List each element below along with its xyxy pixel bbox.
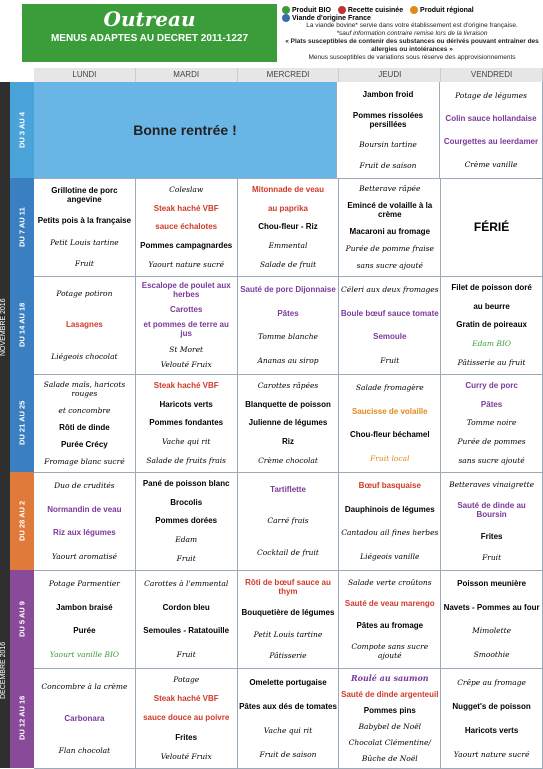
menu-item: Pommes dorées [155,516,218,526]
menu-cell-w6-mercredi [238,570,340,668]
legend-recette [338,6,403,14]
menu-item: Cantadou ail fines herbes [341,528,439,538]
menu-cell-w3-lundi [34,276,136,374]
week-row-5 [34,472,543,571]
menu-item: Velouté Fruix [160,359,212,369]
menu-item: Smoothie [473,649,510,659]
legend-label: Produit régional [420,6,474,14]
legend-regional [410,6,474,14]
menu-item: Semoule [373,332,407,342]
menu-item: St Moret [169,344,204,354]
menu-item: Pâtes au fromage [356,620,424,630]
menu-item: Courgettes au leerdamer [443,137,539,146]
menu-cell-w4-vendredi [441,374,543,472]
menu-cell-w3-mardi [136,276,238,374]
menu-item: Edam BIO [472,339,512,349]
menu-item: Chou-fleur - Riz [258,222,318,232]
menu-item: Fruit [176,554,196,564]
menu-item: Liégeois chocolat [51,351,118,361]
menu-item: Sauté de porc Dijonnaise [240,285,336,295]
menu-cell-w2-vendredi [441,178,543,276]
menu-cell-w5-lundi [34,472,136,570]
title-box [22,4,277,62]
menu-item: Salade de fruits frais [146,456,227,466]
week-row-6 [34,570,543,669]
menu-item: Fromage blanc sucré [44,457,125,466]
menu-item: Vache qui rit [263,725,313,735]
menu-item: Lasagnes [65,320,103,330]
menu-item: Yaourt nature sucré [148,260,225,270]
week-label-3: DU 14 AU 18 [10,276,34,374]
menu-item: Bouquetière de légumes [241,608,335,618]
menu-item: Jambon froid [362,89,414,99]
info-line-3: « Plats susceptibles de contenir des substances ou dérivés pouvant entraîner des allergies ou intolérances » [285,38,539,53]
menu-cell-w3-vendredi [441,276,543,374]
menu-item: au paprika [267,203,308,213]
legend-dot-icon [410,6,418,14]
menu-item: Pommes campagnardes [140,241,233,251]
menu-item: Mitonnade de veau [251,184,324,194]
menu-item: Liégeois vanille [360,551,420,561]
page-subtitle: MENUS ADAPTES AU DECRET 2011-1227 [50,33,249,44]
menu-item: Crème chocolat [258,456,318,466]
menu-item: Chocolat Clémentine/ [348,737,431,747]
menu-item: Cordon bleu [162,602,210,612]
menu-item: Poisson meunière [457,579,527,589]
menu-item: Carottes râpées [257,380,319,390]
menu-item: Yaourt vanille BIO [49,649,120,659]
menu-item: Sauté de veau marengo [344,599,435,609]
menu-item: Fruit de saison [259,749,317,759]
day-lundi: LUNDI [34,68,136,82]
menu-cell-w1-vendredi [440,82,543,178]
menu-item: Pâtes [277,308,299,318]
menu-item: au beurre [473,301,510,311]
menu-cell-w7-vendredi [441,668,543,768]
menu-item: Emmental [268,241,308,251]
legend-label: Recette cuisinée [347,6,404,14]
legend-dot-icon [282,6,290,14]
menu-item: Brocolis [170,497,203,507]
menu-item: Bûche de Noël [361,753,418,763]
menu-item: Crêpe au fromage [457,677,526,687]
week-label-5: DU 28 AU 2 [10,472,34,570]
rentree-banner: Bonne rentrée ! [34,82,337,178]
menu-item: et pommes de terre au jus [143,320,229,339]
menu-item: Steak haché VBF [153,380,219,390]
menu-item: Blanquette de poisson [245,399,331,409]
day-header-row [34,68,543,82]
menu-item: Omelette portugaise [249,677,327,687]
menu-item: Fruit de saison [359,161,417,171]
menu-item: Purée de pomme fraise [345,244,434,253]
menu-item: Carbonara [64,713,105,723]
menu-item: Concombre à la crème [41,681,128,691]
menu-item: Potage Parmentier [48,579,120,589]
menu-item: Bœuf basquaise [358,481,421,491]
menu-item: Pâtes [480,399,503,409]
menu-item: Boule bœuf sauce tomate [340,308,439,318]
menu-item: Riz [281,437,294,447]
week-label-7: DU 12 AU 16 [10,668,34,768]
menu-item: Salade de fruit [259,260,317,270]
menu-item: Compote sans sucre ajouté [351,641,429,660]
menu-cell-w7-lundi [34,668,136,768]
menu-item: Salade maïs, haricots rouges [43,380,126,398]
menu-item: Duo de crudités [54,481,115,491]
menu-cell-w6-jeudi [339,570,441,668]
menu-item: Betteraves vinaigrette [449,480,535,490]
info-block [282,22,542,62]
menu-item: Steak haché VBF [153,203,219,213]
menu-item: Purée de pommes [457,437,526,447]
menu-cell-w4-jeudi [339,374,441,472]
menu-item: Mimolette [472,626,512,636]
menu-item: Sauté de dinde au Boursin [457,501,526,520]
menu-cell-w6-vendredi [441,570,543,668]
menu-item: Carottes [169,305,203,315]
menu-item: Fruit local [370,453,410,463]
menu-item: Frites [480,531,503,541]
menu-item: Purée Crécy [61,440,108,449]
legend-dot-icon [338,6,346,14]
menu-cell-w6-lundi [34,570,136,668]
menu-item: Flan chocolat [58,745,111,755]
menu-cell-w7-jeudi [339,668,441,768]
menu-item: Nugget's de poisson [452,701,531,711]
menu-cell-w1-jeudi [337,82,440,178]
menu-item: Betterave râpée [359,184,421,193]
info-line-2: *sauf information contraire remise lors de la livraison [336,30,488,37]
menu-cell-w4-mardi [136,374,238,472]
menu-item: Coleslaw [169,184,204,194]
menu-item: Gratin de poireaux [456,320,527,330]
menu-item: Julienne de légumes [248,418,328,428]
menu-item: Colin sauce hollandaise [445,114,537,123]
day-mardi: MARDI [136,68,238,82]
menu-cell-w2-mercredi [238,178,340,276]
week-row-7 [34,668,543,769]
menu-item: Purée [73,626,96,636]
menu-item: Sauté de dinde argenteuil [341,690,439,700]
menu-item: Velouté Fruix [160,751,212,761]
menu-item: Tartiflette [270,485,306,495]
menu-item: Salade fromagère [355,383,424,393]
menu-item: Petit Louis tartine [50,237,119,247]
menu-cell-w4-lundi [34,374,136,472]
menu-item: Fruit [482,552,502,562]
menu-item: Haricots verts [464,725,519,735]
menu-item: Potage [173,675,200,685]
menu-item: Fruit [74,258,94,268]
menu-item: Carré frais [267,516,309,526]
menu-cell-w5-mardi [136,472,238,570]
menu-item: Emincé de volaille à la crème [347,201,433,219]
header [0,0,543,68]
menu-cell-w3-mercredi [238,276,340,374]
menu-cell-w6-mardi [136,570,238,668]
menu-item: Fruit [176,649,196,659]
menu-item: Crème vanille [464,160,518,169]
menu-item: Vache qui rit [161,437,211,447]
menu-item: Salade verte croûtons [348,578,432,588]
week-row-1 [34,82,543,179]
week-row-4 [34,374,543,473]
menu-cell-w4-mercredi [238,374,340,472]
menu-item: Céleri aux deux fromages [341,285,439,295]
menu-item: Ananas au sirop [257,355,319,365]
menu-cell-w3-jeudi [339,276,441,374]
day-vendredi: VENDREDI [441,68,543,82]
menu-cell-w2-mardi [136,178,238,276]
menu-item: Cocktail de fruit [257,547,319,557]
menu-item: Pommes pins [363,706,416,716]
week-row-2 [34,178,543,277]
menu-item: Macaroni au fromage [349,227,431,236]
menu-item: Yaourt aromatisé [51,551,117,561]
info-line-1: La viande bovine* servie dans votre établissement est d'origine française. [306,22,518,29]
legend-france [282,14,371,22]
menu-item: Tomme blanche [258,332,318,342]
menu-item: Escalope de poulet aux herbes [141,281,231,300]
menu-item: Petit Louis tartine [253,629,323,639]
menu-item: Pommes fondantes [149,418,224,428]
week-label-2: DU 7 AU 11 [10,178,34,276]
menu-item: Filet de poisson doré [451,282,532,292]
menu-cell-w7-mardi [136,668,238,768]
menu-item: Navets - Pommes au four [443,602,540,612]
legend-label: Viande d'origine France [292,14,371,22]
day-mercredi: MERCREDI [238,68,340,82]
info-line-4: Menus susceptibles de variations sous réserve des approvisionnements [308,54,516,61]
menu-item: Boursin tartine [359,140,417,150]
menu-item: sauce échalotes [155,222,218,232]
month-novembre: NOVEMBRE 2016 [0,82,10,572]
ferie-label: FÉRIÉ [473,220,510,234]
legend-bio [282,6,331,14]
menu-item: Carottes à l'emmental [144,579,229,589]
menu-item: Frites [175,732,198,742]
menu-item: Edam [175,535,198,545]
menu-cell-w7-mercredi [238,668,340,768]
menu-item: sauce douce au poivre [143,713,230,723]
week-row-3 [34,276,543,375]
menu-cell-w2-jeudi [339,178,441,276]
menu-item: Pommes rissolées persillées [352,110,424,129]
menu-item: Pané de poisson blanc [142,478,230,488]
legend [282,6,542,20]
menu-item: Tomme noire [466,418,517,428]
menu-item: Chou-fleur béchamel [350,430,430,440]
menu-cell-w5-mercredi [238,472,340,570]
menu-item: Pâtisserie au fruit [457,358,526,368]
menu-item: Steak haché VBF [153,694,219,704]
menu-item: Dauphinois de légumes [344,504,435,514]
menu-item: Rôti de bœuf sauce au thym [245,578,331,597]
menu-item: sans sucre ajouté [458,456,525,466]
week-label-1: DU 3 AU 4 [10,82,34,178]
menu-cell-w2-lundi [34,178,136,276]
menu-item: et concombre [58,406,111,415]
menu-item: sans sucre ajouté [356,261,423,270]
menu-cell-w5-vendredi [441,472,543,570]
menu-item: Grillotine de porc angevine [51,186,118,205]
menu-item: Normandin de veau [47,504,122,514]
menu-item: Roulé au saumon [350,673,429,684]
week-label-4: DU 21 AU 25 [10,374,34,472]
menu-item: Pâtisserie [269,650,307,660]
menu-item: Riz aux légumes [53,528,116,538]
legend-label: Produit BIO [292,6,331,14]
menu-item: Potage de légumes [455,91,527,100]
menu-item: Petits pois à la française [37,216,132,226]
legend-dot-icon [282,14,290,22]
menu-item: Saucisse de volaille [351,406,428,416]
week-label-6: DU 5 AU 9 [10,570,34,668]
menu-item: Fruit [380,355,400,365]
month-decembre: DECEMBRE 2016 [0,572,10,768]
page-title: Outreau [103,7,196,31]
menu-item: Haricots verts [159,399,213,409]
day-jeudi: JEUDI [339,68,441,82]
menu-item: Potage potiron [56,289,113,299]
menu-item: Jambon braisé [56,602,113,612]
menu-cell-w5-jeudi [339,472,441,570]
menu-item: Pâtes aux dés de tomates [239,701,337,711]
menu-item: Semoules - Ratatouille [143,626,230,636]
menu-item: Yaourt nature sucré [453,749,530,759]
menu-item: Babybel de Noël [358,721,422,731]
menu-item: Curry de porc [465,380,518,390]
menu-item: Rôti de dinde [59,423,110,432]
